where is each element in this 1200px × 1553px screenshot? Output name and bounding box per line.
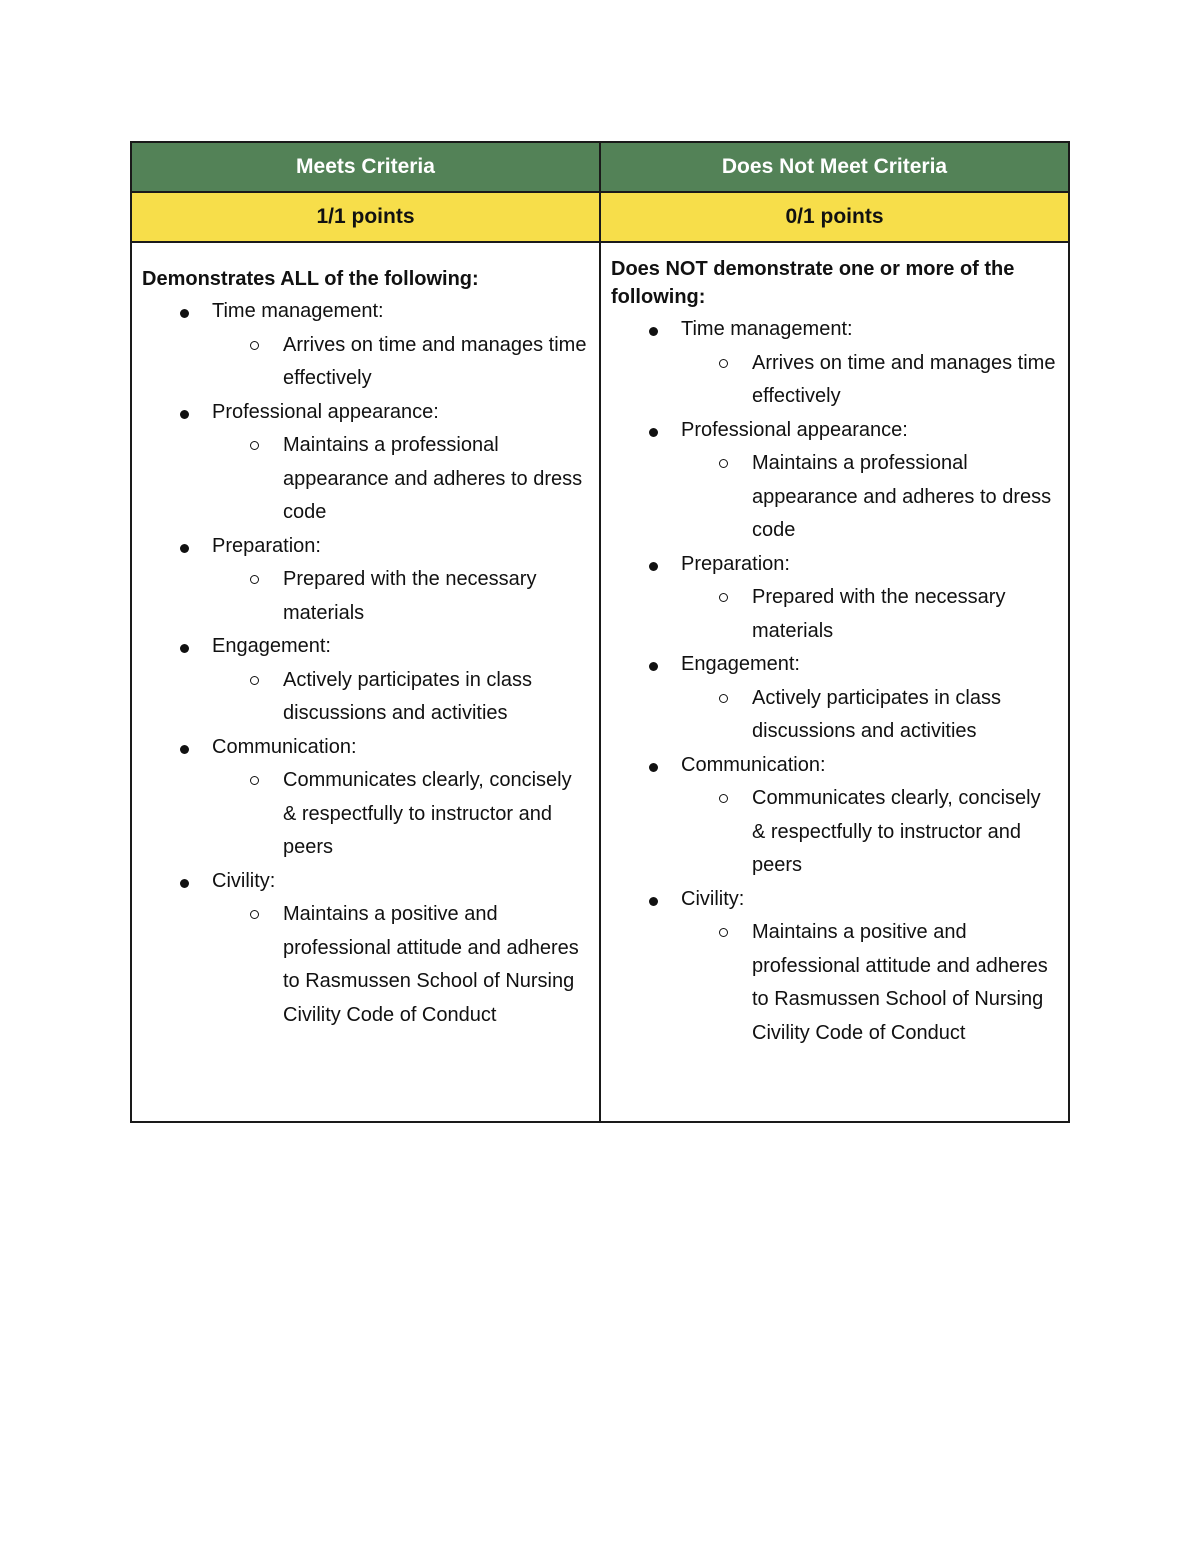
criterion-detail: Actively participates in class discussions and activities xyxy=(611,682,1058,749)
criterion-label: Preparation: xyxy=(681,552,790,575)
criterion-detail: Arrives on time and manages time effectively xyxy=(611,347,1058,414)
header-does-not-meet-criteria: Does Not Meet Criteria xyxy=(600,142,1069,192)
criterion-label: Time management: xyxy=(681,318,853,340)
criterion-item xyxy=(142,396,589,430)
bullet-icon xyxy=(649,662,658,671)
circle-bullet-icon xyxy=(250,676,259,685)
circle-bullet-icon xyxy=(719,794,728,803)
criterion-label: Engagement: xyxy=(212,635,331,657)
circle-bullet-icon xyxy=(250,441,259,450)
circle-bullet-icon xyxy=(719,359,728,368)
criterion-detail: Communicates clearly, concisely & respectfully to instructor and peers xyxy=(142,764,589,865)
criterion-item xyxy=(142,865,589,899)
header-meets-criteria: Meets Criteria xyxy=(131,142,600,192)
bullet-icon xyxy=(649,763,658,772)
criterion-item xyxy=(611,749,1058,783)
criterion-label: Professional appearance: xyxy=(681,418,908,441)
criterion-item xyxy=(142,630,589,664)
circle-bullet-icon xyxy=(250,776,259,785)
criterion-detail: Maintains a positive and professional attitude and adheres to Rasmussen School of Nursing Civility Code of Conduct xyxy=(142,898,589,1032)
meets-criteria-cell xyxy=(131,242,600,1122)
criterion-detail: Prepared with the necessary materials xyxy=(142,563,589,630)
criterion-detail: Actively participates in class discussions and activities xyxy=(142,664,589,731)
criterion-label: Communication: xyxy=(681,753,826,776)
bullet-icon xyxy=(649,897,658,906)
criterion-detail: Communicates clearly, concisely & respectfully to instructor and peers xyxy=(611,782,1058,883)
criterion-label: Engagement: xyxy=(681,653,800,675)
criterion-detail: Arrives on time and manages time effectively xyxy=(142,329,589,396)
criterion-item xyxy=(611,414,1058,448)
criterion-item xyxy=(611,883,1058,917)
bullet-icon xyxy=(649,428,658,437)
criterion-detail: Maintains a professional appearance and adheres to dress code xyxy=(142,429,589,530)
circle-bullet-icon xyxy=(250,910,259,919)
circle-bullet-icon xyxy=(250,575,259,584)
bullet-icon xyxy=(180,745,189,754)
criterion-label: Professional appearance: xyxy=(212,400,439,423)
criterion-label: Preparation: xyxy=(212,534,321,557)
not-meets-intro: Does NOT demonstrate one or more of the following: xyxy=(611,258,1015,308)
criteria-row xyxy=(131,242,1069,1122)
points-does-not-meet: 0/1 points xyxy=(600,192,1069,242)
bullet-icon xyxy=(649,327,658,336)
criterion-item xyxy=(611,548,1058,582)
does-not-meet-criteria-cell xyxy=(600,242,1069,1122)
circle-bullet-icon xyxy=(719,694,728,703)
points-meets: 1/1 points xyxy=(131,192,600,242)
bullet-icon xyxy=(180,410,189,419)
criterion-item xyxy=(611,648,1058,682)
criterion-label: Communication: xyxy=(212,735,357,758)
circle-bullet-icon xyxy=(719,459,728,468)
criterion-detail: Prepared with the necessary materials xyxy=(611,581,1058,648)
bullet-icon xyxy=(180,309,189,318)
bullet-icon xyxy=(180,879,189,888)
header-row xyxy=(131,142,1069,192)
bullet-icon xyxy=(180,644,189,653)
criterion-label: Civility: xyxy=(212,869,276,892)
circle-bullet-icon xyxy=(719,928,728,937)
criterion-label: Civility: xyxy=(681,887,745,910)
criterion-item xyxy=(142,731,589,765)
criterion-item xyxy=(142,295,589,329)
bullet-icon xyxy=(180,544,189,553)
criterion-detail: Maintains a positive and professional attitude and adheres to Rasmussen School of Nursing Civility Code of Conduct xyxy=(611,916,1058,1050)
meets-intro: Demonstrates ALL of the following: xyxy=(142,268,479,290)
bullet-icon xyxy=(649,562,658,571)
circle-bullet-icon xyxy=(250,341,259,350)
criterion-detail: Maintains a professional appearance and adheres to dress code xyxy=(611,447,1058,548)
rubric-table xyxy=(130,141,1070,1123)
criterion-item xyxy=(142,530,589,564)
criterion-label: Time management: xyxy=(212,300,384,322)
points-row xyxy=(131,192,1069,242)
criterion-item xyxy=(611,313,1058,347)
circle-bullet-icon xyxy=(719,593,728,602)
